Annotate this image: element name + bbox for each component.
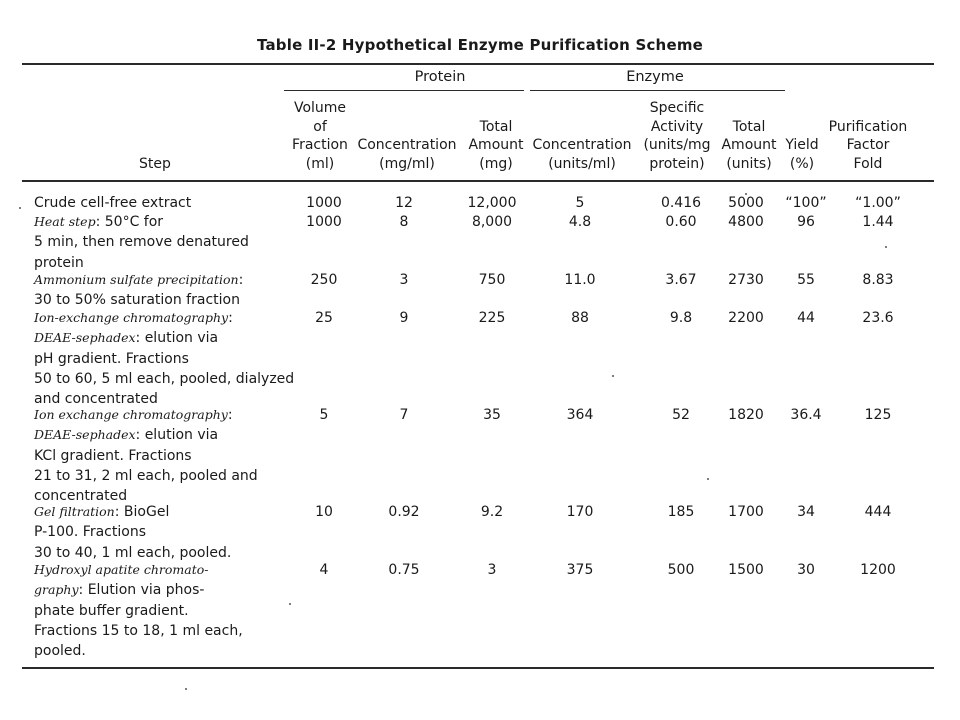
column-header-purif xyxy=(818,118,918,174)
step-line xyxy=(34,405,258,425)
cell-enz_total: 4800 xyxy=(728,214,764,230)
step-line xyxy=(34,308,294,328)
step-cell xyxy=(34,270,243,311)
cell-prot_conc: 0.75 xyxy=(388,562,420,578)
step-line xyxy=(34,641,243,661)
step-description: pH gradient. Fractions xyxy=(34,350,189,367)
cell-spec_act: 3.67 xyxy=(665,272,697,288)
column-header-line: Fold xyxy=(853,155,883,172)
step-description: : xyxy=(238,272,244,288)
step-cell xyxy=(34,212,249,273)
column-header-line: (units/ml) xyxy=(548,155,616,172)
cell-prot_conc: 7 xyxy=(399,407,409,423)
step-description: pooled. xyxy=(34,643,86,660)
column-header-line: (%) xyxy=(789,155,815,172)
scan-speck xyxy=(885,246,887,248)
cell-enz_total: 1820 xyxy=(728,407,764,423)
step-line xyxy=(34,212,249,232)
column-header-line: (mg) xyxy=(479,155,513,172)
cell-purif: 444 xyxy=(864,504,892,520)
step-line xyxy=(34,446,258,466)
cell-prot_total: 12,000 xyxy=(467,195,517,211)
cell-prot_total: 3 xyxy=(487,562,497,578)
cell-volume: 25 xyxy=(315,310,333,326)
step-description: : xyxy=(228,310,233,326)
step-cell xyxy=(34,308,294,409)
cell-enz_total: 1500 xyxy=(728,562,764,578)
step-line xyxy=(34,502,231,522)
scan-speck xyxy=(19,207,21,209)
table-title: Table II-2 Hypothetical Enzyme Purification Scheme xyxy=(256,36,704,54)
group-header-protein: Protein xyxy=(414,69,466,85)
column-header-enz_total xyxy=(716,118,782,174)
column-header-line: (units/mg xyxy=(643,137,711,153)
column-header-line: Volume xyxy=(293,100,347,116)
step-name: DEAE-sephadex xyxy=(34,427,136,443)
cell-yield: 34 xyxy=(797,504,815,520)
cell-volume: 1000 xyxy=(306,195,342,211)
step-description: Crude cell-free extract xyxy=(34,195,192,211)
column-header-line: (ml) xyxy=(305,155,335,172)
scan-speck xyxy=(185,688,187,690)
cell-enz_conc: 170 xyxy=(566,504,594,520)
cell-prot_total: 9.2 xyxy=(480,504,504,520)
cell-prot_conc: 9 xyxy=(399,310,409,326)
cell-prot_conc: 12 xyxy=(395,195,413,211)
scan-speck xyxy=(612,375,614,377)
cell-enz_conc: 364 xyxy=(566,407,594,423)
column-header-line: Concentration xyxy=(357,137,457,153)
cell-purif: 23.6 xyxy=(862,310,894,326)
column-header-line: Total xyxy=(479,118,513,135)
step-cell xyxy=(34,560,243,661)
cell-spec_act: 185 xyxy=(667,504,695,520)
cell-enz_total: 2730 xyxy=(728,272,764,288)
column-header-line: Total xyxy=(732,118,766,135)
bottom-rule xyxy=(22,667,934,669)
column-header-line: Concentration xyxy=(532,137,632,153)
step-line xyxy=(34,369,294,389)
step-line xyxy=(34,580,243,600)
column-header-line: Activity xyxy=(650,118,704,135)
cell-enz_total: 1700 xyxy=(728,504,764,520)
enzyme-group-rule xyxy=(530,90,785,91)
cell-prot_total: 8,000 xyxy=(471,214,513,230)
step-description: KCl gradient. Fractions xyxy=(34,447,192,464)
cell-purif: 8.83 xyxy=(862,272,894,288)
cell-volume: 250 xyxy=(310,272,338,288)
column-header-line: Specific xyxy=(649,100,705,116)
cell-volume: 10 xyxy=(315,504,333,520)
cell-prot_conc: 8 xyxy=(399,214,409,230)
header-rule xyxy=(22,180,934,182)
step-description: : xyxy=(227,407,233,423)
step-description: : elution via xyxy=(135,330,219,347)
scan-speck xyxy=(707,478,709,480)
cell-volume: 5 xyxy=(319,407,329,423)
step-description: phate buffer gradient. xyxy=(34,602,189,619)
cell-yield: 44 xyxy=(797,310,815,326)
step-line xyxy=(34,270,243,290)
column-header-line: Factor xyxy=(846,137,890,153)
column-header-spec_act xyxy=(632,99,722,173)
step-description: 30 to 40, 1 ml each, pooled. xyxy=(34,544,232,561)
cell-yield: 36.4 xyxy=(790,407,822,423)
step-name: Ion-exchange chromatography xyxy=(34,310,229,325)
column-header-prot_total xyxy=(460,118,532,174)
step-name: Hydroxyl apatite chromato- xyxy=(34,562,209,577)
cell-enz_total: 2200 xyxy=(728,310,764,326)
group-header-enzyme: Enzyme xyxy=(626,69,684,85)
cell-yield: 55 xyxy=(797,272,815,288)
cell-prot_total: 35 xyxy=(483,407,501,423)
column-header-line: (mg/ml) xyxy=(379,155,435,172)
step-line xyxy=(34,328,294,348)
step-description: 50 to 60, 5 ml each, pooled, dialyzed xyxy=(34,370,295,387)
column-header-line: Yield xyxy=(785,137,819,153)
column-header-line: Purification xyxy=(828,118,908,135)
column-header-line: Amount xyxy=(468,137,524,153)
column-header-enz_conc xyxy=(526,136,638,173)
cell-enz_conc: 88 xyxy=(571,310,589,326)
step-description: 21 to 31, 2 ml each, pooled and xyxy=(34,467,258,484)
step-description: concentrated xyxy=(34,488,128,505)
step-description: : Elution via phos- xyxy=(78,582,205,599)
step-line xyxy=(34,425,258,445)
column-header-prot_conc xyxy=(352,136,462,173)
step-cell xyxy=(34,193,191,213)
cell-purif: 125 xyxy=(864,407,892,423)
step-line xyxy=(34,522,231,542)
column-header-step xyxy=(120,155,190,174)
step-description: protein xyxy=(34,254,84,271)
step-line xyxy=(34,601,243,621)
cell-yield: 30 xyxy=(797,562,815,578)
step-line xyxy=(34,621,243,641)
cell-enz_total: 5000 xyxy=(728,195,764,211)
step-name: Ammonium sulfate precipitation xyxy=(34,272,239,287)
step-cell xyxy=(34,405,258,506)
cell-purif: 1200 xyxy=(860,562,896,578)
column-header-line: Step xyxy=(139,155,171,172)
cell-spec_act: 52 xyxy=(672,407,690,423)
step-line xyxy=(34,193,191,213)
step-description: Fractions 15 to 18, 1 ml each, xyxy=(34,622,243,639)
cell-spec_act: 500 xyxy=(667,562,695,578)
cell-spec_act: 0.60 xyxy=(665,214,697,230)
cell-enz_conc: 4.8 xyxy=(568,214,592,230)
cell-yield: “100” xyxy=(785,195,827,211)
step-description: 30 to 50% saturation fraction xyxy=(34,292,240,309)
step-name: Ion exchange chromatography xyxy=(34,407,228,422)
column-header-line: Amount xyxy=(721,137,777,153)
step-line xyxy=(34,560,243,580)
column-header-line: of xyxy=(313,118,327,135)
column-header-line: (units) xyxy=(726,155,772,172)
cell-spec_act: 0.416 xyxy=(660,195,702,211)
step-description: : 50°C for xyxy=(95,214,164,230)
step-description: 5 min, then remove denatured xyxy=(34,234,249,251)
step-description: : BioGel xyxy=(114,504,170,520)
cell-prot_conc: 3 xyxy=(399,272,409,288)
top-rule xyxy=(22,63,934,65)
step-description: and concentrated xyxy=(34,391,158,408)
cell-yield: 96 xyxy=(797,214,815,230)
step-cell xyxy=(34,502,231,563)
cell-enz_conc: 5 xyxy=(575,195,585,211)
cell-enz_conc: 375 xyxy=(566,562,594,578)
scan-speck xyxy=(289,603,291,605)
cell-volume: 1000 xyxy=(306,214,342,230)
step-description: P-100. Fractions xyxy=(34,524,146,541)
cell-prot_total: 750 xyxy=(478,272,506,288)
cell-prot_conc: 0.92 xyxy=(388,504,420,520)
step-description: : elution via xyxy=(135,427,219,444)
step-line xyxy=(34,466,258,486)
column-header-line: protein) xyxy=(649,155,705,172)
step-line xyxy=(34,349,294,369)
scan-speck xyxy=(745,193,747,195)
step-name: Heat step xyxy=(34,214,96,229)
column-header-volume xyxy=(285,99,355,173)
cell-purif: 1.44 xyxy=(862,214,894,230)
step-line xyxy=(34,232,249,252)
column-header-line: Fraction xyxy=(292,137,348,153)
cell-prot_total: 225 xyxy=(478,310,506,326)
cell-spec_act: 9.8 xyxy=(669,310,693,326)
protein-group-rule xyxy=(284,90,524,91)
step-name: Gel filtration xyxy=(34,504,115,519)
step-name: DEAE-sephadex xyxy=(34,330,136,346)
cell-enz_conc: 11.0 xyxy=(564,272,596,288)
cell-purif: “1.00” xyxy=(855,195,901,211)
step-name: graphy xyxy=(34,582,79,598)
cell-volume: 4 xyxy=(319,562,329,578)
